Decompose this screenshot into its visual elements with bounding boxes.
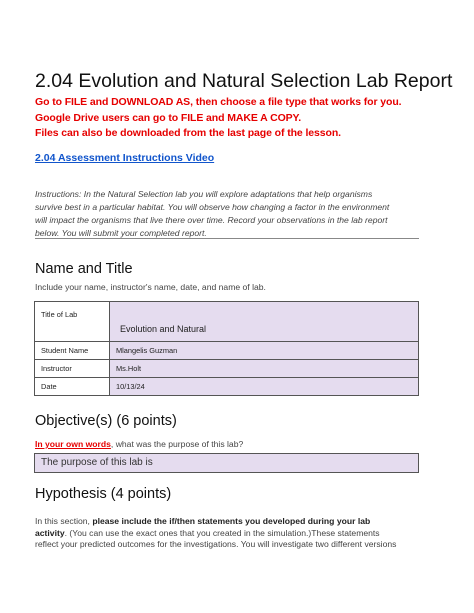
lab-info-table [34,301,419,396]
hypothesis-line-2-rest: . (You can use the exact ones that you created in the simulation.)These statements [64,527,380,538]
hypothesis-heading: Hypothesis (4 points) [35,486,172,502]
title-of-lab-field[interactable]: Evolution and Natural [110,302,419,342]
own-words-emphasis: In your own words [35,439,111,449]
hypothesis-line-1-bold: please include the if/then statements you developed during your lab [92,516,371,526]
name-and-title-heading: Name and Title [35,261,133,277]
hypothesis-line-1-prefix: In this section, [35,516,93,526]
page-title: 2.04 Evolution and Natural Selection Lab Report [35,70,453,92]
hypothesis-line-2 [35,528,435,540]
student-name-field[interactable]: Mlangelis Guzman [110,342,419,360]
objectives-heading: Objective(s) (6 points) [35,413,177,429]
download-notice-line-3: Files can also be downloaded from the last page of the lesson. [35,127,341,139]
table-row [35,360,419,378]
table-row [35,342,419,360]
hypothesis-instructions [35,516,435,551]
download-notice-line-2: Google Drive users can go to FILE and MAKE A COPY. [35,112,302,124]
lab-instructions [35,188,425,240]
title-of-lab-label: Title of Lab [35,302,110,342]
objectives-prompt [35,439,243,449]
name-and-title-description: Include your name, instructor's name, date, and name of lab. [35,282,266,292]
instructions-line: will impact the organisms that live there over time. Record your observations in the lab report [35,215,388,225]
instructions-line: Instructions: In the Natural Selection lab you will explore adaptations that help organisms [35,189,373,199]
table-row [35,378,419,396]
date-field[interactable]: 10/13/24 [110,378,419,396]
instructions-line: survive best in a particular habitat. You will observe how changing a factor in the environment [35,202,390,212]
date-label: Date [35,378,110,396]
hypothesis-line-2-bold: activity [35,527,65,538]
instructions-line: below. You will submit your completed report. [35,228,207,238]
student-name-label: Student Name [35,342,110,360]
instructor-field[interactable]: Ms.Holt [110,360,419,378]
hypothesis-line-3: reflect your predicted outcomes for the investigations. You will investigate two different versions [35,539,397,549]
purpose-answer-field[interactable]: The purpose of this lab is [34,453,419,473]
assessment-video-link[interactable]: 2.04 Assessment Instructions Video [35,152,215,164]
table-row [35,302,419,342]
instructor-label: Instructor [35,360,110,378]
download-notice-line-1: Go to FILE and DOWNLOAD AS, then choose a file type that works for you. [35,96,402,108]
objectives-prompt-rest: , what was the purpose of this lab? [110,439,244,449]
section-divider [35,238,419,239]
hypothesis-line-1 [35,516,435,528]
